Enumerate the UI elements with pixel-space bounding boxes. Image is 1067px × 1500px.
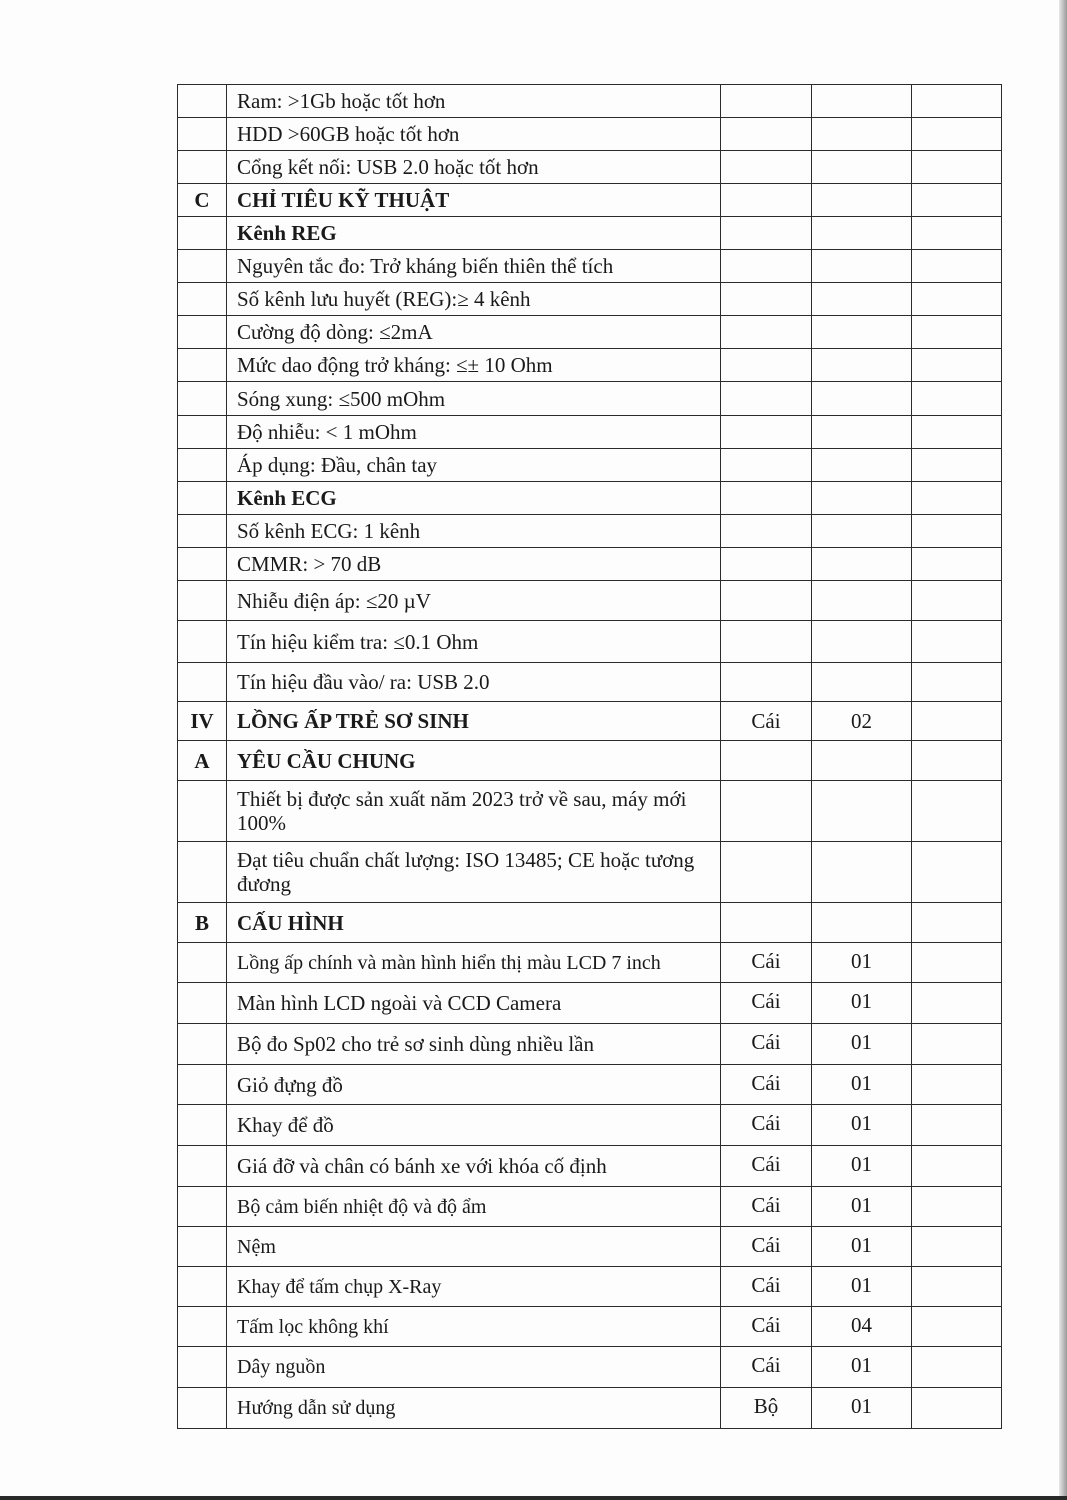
row-index [178,85,227,118]
row-extra-column [912,250,1002,283]
row-description: Độ nhiễu: < 1 mOhm [227,416,721,449]
row-index [178,781,227,842]
row-extra-column [912,382,1002,416]
row-extra-column [912,151,1002,184]
row-index [178,943,227,983]
row-index [178,118,227,151]
row-quantity [812,663,912,702]
row-quantity: 01 [812,1065,912,1105]
row-extra-column [912,184,1002,217]
row-description: Kênh ECG [227,482,721,515]
row-unit: Cái [721,1024,812,1065]
row-extra-column [912,1388,1002,1429]
row-description: Giá đỡ và chân có bánh xe với khóa cố định [227,1146,721,1187]
row-unit [721,118,812,151]
row-index [178,1307,227,1347]
row-index [178,449,227,482]
row-extra-column [912,842,1002,903]
table-row [178,702,1002,741]
row-index [178,621,227,663]
table-row [178,482,1002,515]
table-row [178,621,1002,663]
row-quantity: 01 [812,943,912,983]
row-extra-column [912,1227,1002,1267]
row-quantity [812,283,912,316]
row-quantity: 01 [812,1347,912,1388]
row-quantity: 02 [812,702,912,741]
row-quantity: 01 [812,1187,912,1227]
row-extra-column [912,581,1002,621]
row-unit [721,663,812,702]
row-unit [721,515,812,548]
row-description: LỒNG ẤP TRẺ SƠ SINH [227,702,721,741]
row-extra-column [912,482,1002,515]
row-extra-column [912,548,1002,581]
table-row [178,382,1002,416]
specification-table [177,84,1002,1429]
row-description: CMMR: > 70 dB [227,548,721,581]
row-description: Khay để đồ [227,1105,721,1146]
row-extra-column [912,349,1002,382]
table-row [178,781,1002,842]
row-quantity [812,741,912,781]
row-description: Màn hình LCD ngoài và CCD Camera [227,983,721,1024]
row-quantity [812,85,912,118]
row-unit [721,548,812,581]
row-quantity [812,548,912,581]
row-description: Tín hiệu kiểm tra: ≤0.1 Ohm [227,621,721,663]
row-unit [721,184,812,217]
row-index: A [178,741,227,781]
row-description: Ram: >1Gb hoặc tốt hơn [227,85,721,118]
row-unit [721,316,812,349]
row-extra-column [912,663,1002,702]
row-unit [721,581,812,621]
row-extra-column [912,316,1002,349]
table-row [178,118,1002,151]
row-extra-column [912,1347,1002,1388]
row-quantity: 01 [812,1227,912,1267]
row-index [178,217,227,250]
row-extra-column [912,283,1002,316]
row-quantity [812,449,912,482]
row-extra-column [912,1065,1002,1105]
row-unit: Cái [721,1267,812,1307]
row-unit [721,781,812,842]
row-extra-column [912,416,1002,449]
table-row [178,1146,1002,1187]
row-extra-column [912,217,1002,250]
row-description: YÊU CẦU CHUNG [227,741,721,781]
specification-table-body [178,85,1002,1429]
row-description: Tấm lọc không khí [227,1307,721,1347]
table-row [178,1105,1002,1146]
table-row [178,316,1002,349]
row-unit [721,903,812,943]
row-index [178,1105,227,1146]
table-row [178,1227,1002,1267]
row-quantity [812,903,912,943]
row-description: Mức dao động trở kháng: ≤± 10 Ohm [227,349,721,382]
row-unit: Cái [721,1347,812,1388]
table-row [178,1347,1002,1388]
row-index [178,283,227,316]
table-row [178,983,1002,1024]
row-quantity: 01 [812,983,912,1024]
row-description: CẤU HÌNH [227,903,721,943]
table-row [178,581,1002,621]
row-quantity [812,482,912,515]
table-row [178,250,1002,283]
row-extra-column [912,1105,1002,1146]
row-description: Tín hiệu đầu vào/ ra: USB 2.0 [227,663,721,702]
row-extra-column [912,943,1002,983]
row-quantity [812,842,912,903]
row-quantity [812,250,912,283]
table-row [178,842,1002,903]
row-extra-column [912,621,1002,663]
table-row [178,1024,1002,1065]
row-unit [721,217,812,250]
row-index [178,382,227,416]
row-description: Kênh REG [227,217,721,250]
row-unit: Cái [721,1065,812,1105]
row-unit: Cái [721,1307,812,1347]
row-quantity [812,349,912,382]
row-quantity [812,581,912,621]
row-extra-column [912,449,1002,482]
row-unit [721,85,812,118]
row-extra-column [912,1267,1002,1307]
row-extra-column [912,781,1002,842]
row-unit [721,250,812,283]
row-extra-column [912,903,1002,943]
row-description: Nguyên tắc đo: Trở kháng biến thiên thể tích [227,250,721,283]
row-description: Khay để tấm chụp X-Ray [227,1267,721,1307]
row-unit: Bộ [721,1388,812,1429]
row-description: HDD >60GB hoặc tốt hơn [227,118,721,151]
row-index: IV [178,702,227,741]
table-row [178,548,1002,581]
scan-artifact [430,0,630,8]
row-index [178,581,227,621]
table-row [178,449,1002,482]
table-row [178,1388,1002,1429]
row-unit [721,349,812,382]
row-unit [721,842,812,903]
row-description: Cổng kết nối: USB 2.0 hoặc tốt hơn [227,151,721,184]
row-index [178,1024,227,1065]
row-index [178,1065,227,1105]
row-unit [721,151,812,184]
table-row [178,1307,1002,1347]
row-description: Cường độ dòng: ≤2mA [227,316,721,349]
table-row [178,1065,1002,1105]
row-quantity: 04 [812,1307,912,1347]
row-description: Nhiễu điện áp: ≤20 µV [227,581,721,621]
row-extra-column [912,1146,1002,1187]
row-unit [721,416,812,449]
table-row [178,515,1002,548]
row-description: Dây nguồn [227,1347,721,1388]
row-index [178,250,227,283]
row-extra-column [912,741,1002,781]
row-unit: Cái [721,983,812,1024]
row-index [178,482,227,515]
row-extra-column [912,1307,1002,1347]
table-row [178,184,1002,217]
row-unit [721,482,812,515]
row-unit: Cái [721,1187,812,1227]
row-unit [721,741,812,781]
row-description: CHỈ TIÊU KỸ THUẬT [227,184,721,217]
scanned-bottom-edge [0,1496,1067,1500]
table-row [178,943,1002,983]
row-unit: Cái [721,943,812,983]
row-index [178,1388,227,1429]
row-index [178,983,227,1024]
row-unit [721,283,812,316]
table-row [178,1187,1002,1227]
row-extra-column [912,702,1002,741]
row-quantity: 01 [812,1105,912,1146]
row-index [178,1267,227,1307]
table-row [178,151,1002,184]
row-index [178,349,227,382]
row-extra-column [912,1187,1002,1227]
row-description: Thiết bị được sản xuất năm 2023 trở về sau, máy mới 100% [227,781,721,842]
row-unit: Cái [721,1227,812,1267]
scanned-page-edge [1059,0,1067,1500]
row-quantity [812,316,912,349]
row-quantity: 01 [812,1146,912,1187]
row-quantity [812,382,912,416]
row-extra-column [912,515,1002,548]
row-quantity: 01 [812,1388,912,1429]
row-description: Số kênh lưu huyết (REG):≥ 4 kênh [227,283,721,316]
row-description: Nệm [227,1227,721,1267]
row-description: Giỏ đựng đồ [227,1065,721,1105]
row-unit: Cái [721,1105,812,1146]
row-description: Đạt tiêu chuẩn chất lượng: ISO 13485; CE hoặc tương đương [227,842,721,903]
row-extra-column [912,983,1002,1024]
row-quantity [812,151,912,184]
row-index [178,663,227,702]
row-quantity [812,217,912,250]
row-quantity [812,184,912,217]
row-unit [721,382,812,416]
table-row [178,663,1002,702]
row-quantity [812,416,912,449]
row-quantity [812,621,912,663]
row-description: Số kênh ECG: 1 kênh [227,515,721,548]
table-row [178,416,1002,449]
row-quantity [812,515,912,548]
row-index [178,151,227,184]
row-description: Bộ đo Sp02 cho trẻ sơ sinh dùng nhiều lần [227,1024,721,1065]
row-quantity [812,118,912,151]
row-extra-column [912,118,1002,151]
row-description: Sóng xung: ≤500 mOhm [227,382,721,416]
row-unit [721,449,812,482]
table-row [178,283,1002,316]
row-index: C [178,184,227,217]
row-index [178,1347,227,1388]
row-index: B [178,903,227,943]
table-row [178,741,1002,781]
row-index [178,515,227,548]
row-description: Hướng dẫn sử dụng [227,1388,721,1429]
row-extra-column [912,1024,1002,1065]
table-row [178,903,1002,943]
row-index [178,842,227,903]
row-index [178,1146,227,1187]
table-row [178,217,1002,250]
row-unit: Cái [721,1146,812,1187]
row-description: Lồng ấp chính và màn hình hiển thị màu LCD 7 inch [227,943,721,983]
table-row [178,1267,1002,1307]
row-description: Áp dụng: Đầu, chân tay [227,449,721,482]
row-unit: Cái [721,702,812,741]
table-row [178,349,1002,382]
table-row [178,85,1002,118]
row-index [178,316,227,349]
row-description: Bộ cảm biến nhiệt độ và độ ẩm [227,1187,721,1227]
row-index [178,416,227,449]
row-quantity: 01 [812,1024,912,1065]
row-unit [721,621,812,663]
row-index [178,548,227,581]
row-index [178,1227,227,1267]
row-quantity: 01 [812,1267,912,1307]
row-quantity [812,781,912,842]
row-index [178,1187,227,1227]
row-extra-column [912,85,1002,118]
